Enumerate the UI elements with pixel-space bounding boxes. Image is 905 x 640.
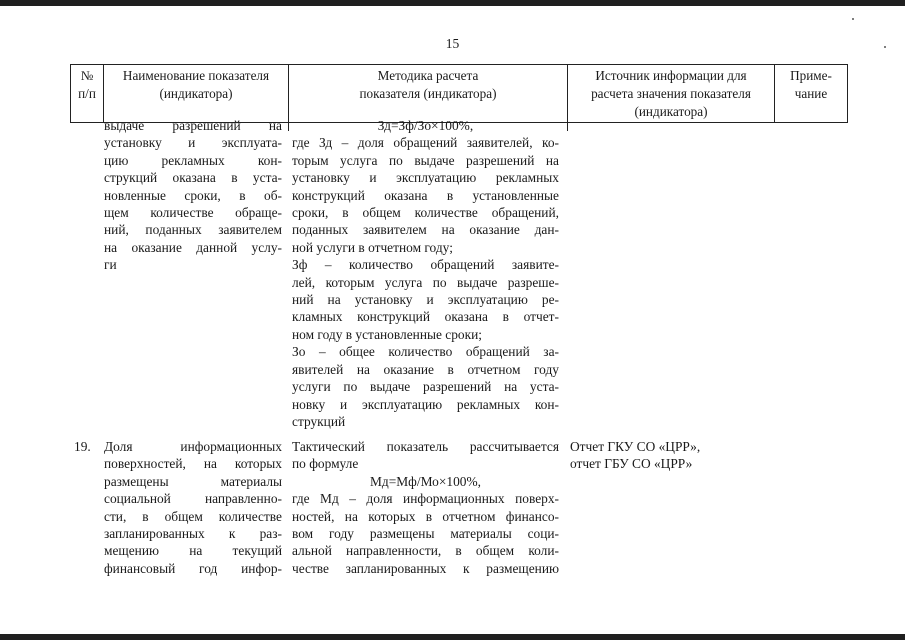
text-line: цию рекламных кон- [104, 152, 282, 168]
text-line: кламных конструкций оказана в отчет- [292, 309, 559, 325]
text-line: ной услуги в отчетном году; [292, 239, 453, 255]
text-line: ном году в установленные сроки; [292, 326, 482, 342]
text-line: по формуле [292, 456, 359, 472]
text-line: запланированных к раз- [104, 526, 282, 542]
scan-speck [884, 46, 886, 48]
row-19-source [570, 438, 740, 473]
text-line: поданных заявителем на оказание дан- [292, 222, 559, 238]
bottom-border [0, 634, 905, 640]
text-line: установку и эксплуата- [104, 135, 282, 151]
prev-row-formula: Зд=Зф/Зо×100%, [377, 118, 474, 133]
text-line: услуги по выдаче разрешений на уста- [292, 379, 559, 395]
header-number: № п/п [71, 65, 104, 123]
prev-row-indicator-name [104, 117, 282, 274]
text-line: сти, в общем количестве [104, 508, 282, 524]
header-source: Источник информации для расчета значения показателя (индикатора) [568, 65, 775, 123]
text-line: мещению на текущий [104, 543, 282, 559]
text-line: Доля информационных [104, 439, 282, 454]
row-19-number: 19. [74, 439, 91, 454]
text-line: струкций [292, 413, 346, 429]
text-line: Тактический показатель рассчитывается [292, 439, 559, 454]
text-line: сроки, в общем количестве обращений, [292, 205, 559, 221]
top-border [0, 0, 905, 6]
text-line: социальной направленно- [104, 491, 282, 507]
text-line: ний, поданных заявителем [104, 222, 282, 238]
column-divider [288, 118, 289, 131]
text-line: выдаче разрешений на [104, 118, 282, 133]
text-line: Зф – количество обращений заявите- [292, 257, 559, 273]
table-header [70, 64, 848, 123]
page-number: 15 [445, 36, 460, 51]
row-19-formula: Мд=Мф/Мо×100%, [370, 473, 481, 489]
text-line: на оказание данной услу- [104, 239, 282, 255]
text-line: где Мд – доля информационных поверх- [292, 491, 559, 507]
text-line: установку и эксплуатацию рекламных [292, 170, 559, 186]
text-line: лей, которым услуга по выдаче разреше- [292, 274, 559, 290]
text-line: струкций оказана в уста- [104, 170, 282, 186]
header-method: Методика расчета показателя (индикатора) [289, 65, 568, 123]
text-line: ги [104, 257, 117, 273]
row-19-indicator-name [104, 438, 282, 577]
text-line: вом году размещены материалы соци- [292, 526, 559, 542]
prev-row-method [292, 117, 559, 430]
text-line: альной направленности, в общем коли- [292, 543, 559, 559]
text-line: финансовый год инфор- [104, 560, 282, 576]
text-line: где Зд – доля обращений заявителей, ко- [292, 135, 559, 151]
text-line: новленные сроки, в об- [104, 187, 282, 203]
scan-speck [852, 18, 854, 20]
text-line: конструкций оказана в установленные [292, 187, 559, 203]
text-line: отчет ГБУ СО «ЦРР» [570, 456, 693, 472]
text-line: ний на установку и эксплуатацию ре- [292, 292, 559, 308]
row-19-method [292, 438, 559, 577]
text-line: явителей на оказание в отчетном году [292, 361, 559, 377]
text-line: размещены материалы [104, 473, 282, 489]
text-line: Отчет ГКУ СО «ЦРР», [570, 439, 701, 454]
text-line: ностей, на которых в отчетном финансо- [292, 508, 559, 524]
text-line: Зо – общее количество обращений за- [292, 344, 559, 360]
text-line: торым услуга по выдаче разрешений на [292, 152, 559, 168]
text-line: поверхностей, на которых [104, 456, 282, 472]
text-line: новку и эксплуатацию рекламных кон- [292, 396, 559, 412]
text-line: честве запланированных к размещению [292, 560, 559, 576]
text-line: щем количестве обраще- [104, 205, 282, 221]
header-note: Приме- чание [775, 65, 848, 123]
column-divider [567, 118, 568, 131]
header-indicator-name: Наименование показателя (индикатора) [104, 65, 289, 123]
